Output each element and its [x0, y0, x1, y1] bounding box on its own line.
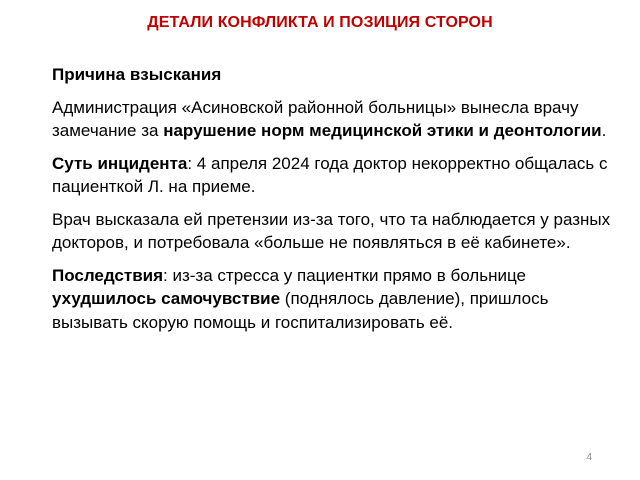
claims-text: Врач высказала ей претензии из-за того, что та наблюдается у разных докторов, и потребовала «больше не появляться в её кабинете».	[52, 209, 611, 252]
incident-text: : 4 апреля 2024 года доктор некорректно общалась с пациенткой Л. на приеме.	[52, 153, 608, 196]
page-number: 4	[586, 452, 592, 463]
reason-text-end: .	[601, 121, 607, 140]
paragraph-reason	[52, 96, 612, 143]
slide-content	[52, 63, 612, 343]
paragraph-consequences	[52, 264, 612, 335]
consequences-label: Последствия	[52, 265, 164, 285]
incident-label: Суть инцидента	[52, 153, 188, 173]
paragraph-claims	[52, 208, 612, 255]
consequences-text: : из-за стресса у пациентки прямо в больнице	[163, 265, 526, 285]
reason-text: Администрация «Асиновской районной больницы» вынесла врачу замечание за	[52, 97, 579, 140]
slide-title: ДЕТАЛИ КОНФЛИКТА И ПОЗИЦИЯ СТОРОН	[147, 14, 493, 31]
reason-bold-text: нарушение норм медицинской этики и деонтологии	[163, 121, 602, 140]
consequences-text-end: (поднялось давление), пришлось вызывать скорую помощь и госпитализировать её.	[52, 289, 549, 332]
paragraph-incident	[52, 152, 612, 199]
section-heading: Причина взыскания	[52, 65, 222, 84]
consequences-bold-text: ухудшилось самочувствие	[52, 289, 281, 308]
